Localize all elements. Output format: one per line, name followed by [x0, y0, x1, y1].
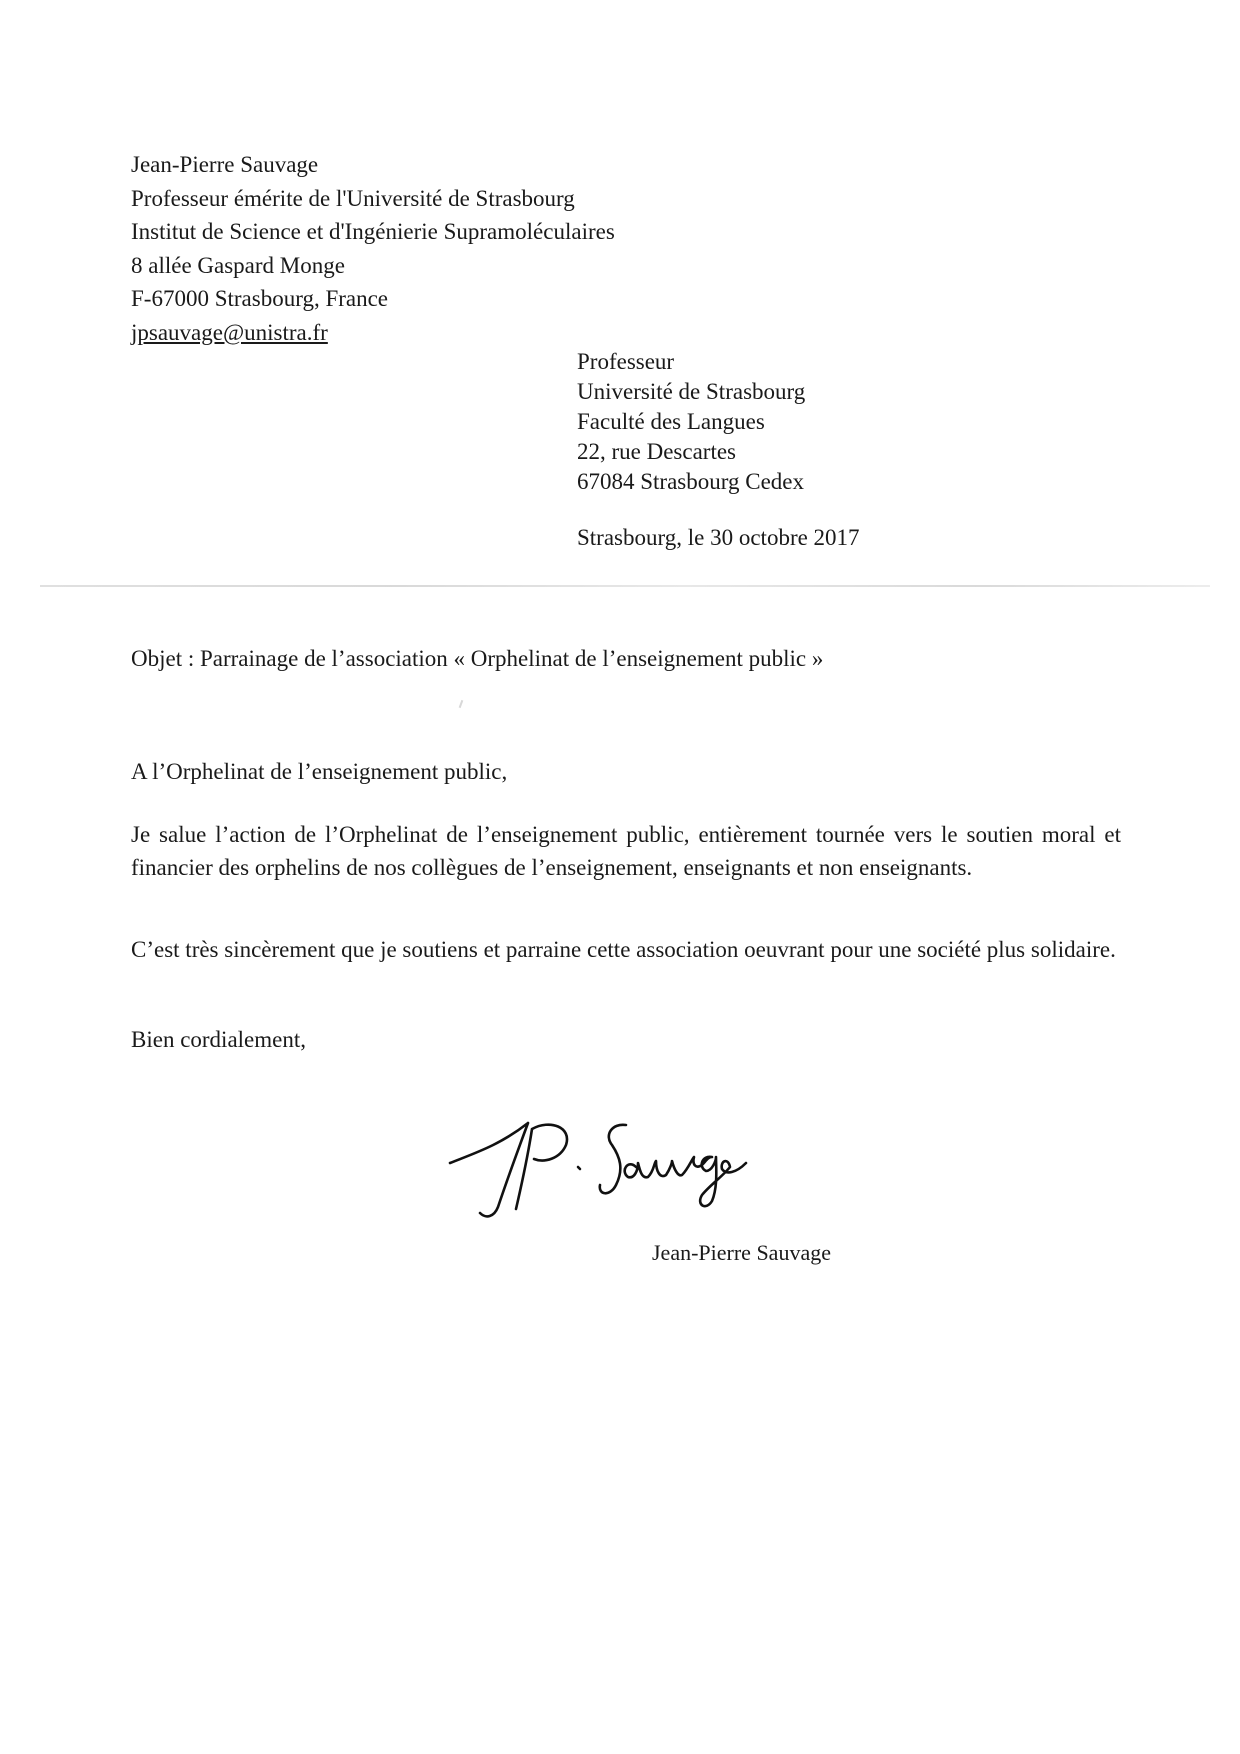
paragraph-2: C’est très sincèrement que je soutiens et parraine cette association oeuvrant pour une société plus solidaire.: [131, 937, 1116, 962]
handwritten-signature: [440, 1105, 820, 1225]
paragraph-1: Je salue l’action de l’Orphelinat de l’enseignement public, entièrement tournée vers le soutien moral et financier des orphelins de nos collègues de l’enseignement, enseignants et non enseignants.: [131, 822, 1121, 880]
signatory-name: Jean-Pierre Sauvage: [652, 1240, 831, 1265]
recipient-city: 67084 Strasbourg Cedex: [577, 469, 805, 494]
sender-street: 8 allée Gaspard Monge: [131, 252, 345, 278]
closing: Bien cordialement,: [131, 1027, 306, 1052]
sender-name: Jean-Pierre Sauvage: [131, 152, 319, 177]
sender-city: F-67000 Strasbourg, France: [131, 286, 389, 312]
salutation: A l’Orphelinat de l’enseignement public,: [131, 759, 508, 784]
date-line: Strasbourg, le 30 octobre 2017: [577, 525, 860, 550]
recipient-university: Université de Strasbourg: [577, 379, 806, 404]
sender-block: [131, 148, 615, 350]
redacted-name: [680, 351, 890, 377]
fold-line: [40, 585, 1210, 587]
recipient-title: Professeur: [577, 349, 675, 374]
sender-title: Professeur émérite de l'Université de Strasbourg: [131, 185, 575, 211]
scan-speck: [459, 700, 464, 708]
recipient-faculty: Faculté des Langues: [577, 409, 765, 434]
recipient-block: [577, 347, 890, 497]
recipient-street: 22, rue Descartes: [577, 439, 737, 464]
sender-institute: Institut de Science et d'Ingénierie Supramoléculaires: [131, 219, 615, 245]
subject-line: Objet : Parrainage de l’association « Orphelinat de l’enseignement public »: [131, 646, 824, 671]
sender-email-link[interactable]: jpsauvage@unistra.fr: [131, 319, 328, 345]
